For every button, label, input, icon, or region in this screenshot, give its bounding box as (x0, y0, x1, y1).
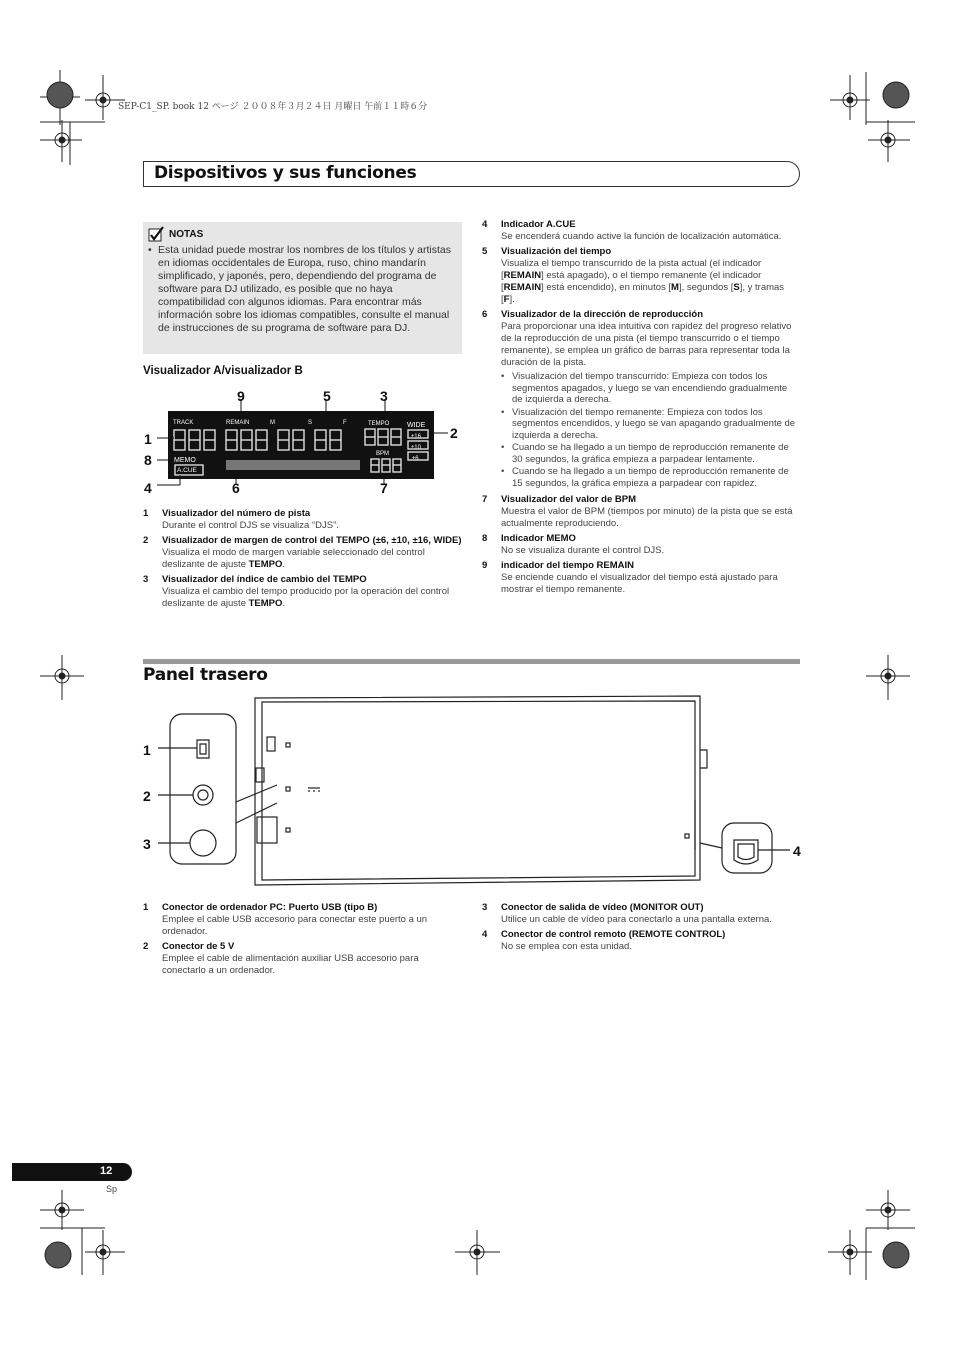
section-divider (143, 659, 800, 664)
item-1-body: Durante el control DJS se visualiza “DJS”. (162, 520, 339, 531)
rear-item-2-body: Emplee el cable de alimentación auxiliar USB accesorio para conectarlo a un ordenador. (162, 953, 419, 976)
lcd-r10-label: ±10 (411, 445, 421, 451)
lcd-wide-label: WIDE (407, 422, 426, 429)
book-info: SEP-C1_SP. book 12 ページ ２００８年３月２４日 月曜日 午前１１時６分 (118, 102, 428, 112)
rear-item-3-body: Utilice un cable de vídeo para conectarlo a una pantalla externa. (501, 914, 772, 925)
display-items-right (482, 219, 800, 599)
item-7-title: 7 Visualizador del valor de BPM (482, 494, 636, 505)
rear-callout-3: 3 (143, 836, 151, 852)
list-item: • Visualización del tiempo transcurrido: Empieza con todos los segmentos apagados, y luego se van encendiendo gradualmente de izquierda a derecha. (512, 371, 800, 406)
lcd-memo-label: MEMO (174, 457, 196, 464)
list-item: • Cuando se ha llegado a un tiempo de reproducción remanente de 30 segundos, la gráfica empieza a parpadear lentamente. (512, 442, 800, 465)
notes-bullet: • (148, 244, 152, 256)
callout-5: 5 (323, 388, 331, 404)
item-2-title: 2 Visualizador de margen de control del TEMPO (±6, ±10, ±16, WIDE) (143, 535, 462, 546)
lcd-r16-label: ±16 (411, 434, 421, 440)
item-8-body: No se visualiza durante el control DJS. (501, 545, 665, 556)
item-4-body: Se encenderá cuando active la función de localización automática. (501, 231, 782, 242)
notes-body: Esta unidad puede mostrar los nombres de los títulos y artistas en idiomas occidentales de Europa, ruso, chino mandarín simplificado, y japonés, pero, dependiendo del programa de software para DJ utilizado, es posible que no haya compatibilidad con algunos idiomas. Para encontrar más información sobre los idiomas compatibles, consulte el manual de instrucciones de su programa de software para DJ. (158, 244, 451, 334)
rear-panel-diagram (140, 690, 810, 890)
rear-item-4-title: 4 Conector de control remoto (REMOTE CONTROL) (482, 929, 726, 940)
rear-item-1-body: Emplee el cable USB accesorio para conectar este puerto a un ordenador. (162, 914, 428, 937)
lcd-display-diagram (140, 385, 470, 500)
item-6-title: 6 Visualizador de la dirección de reproducción (482, 309, 704, 320)
lcd-acue-label: A.CUE (177, 467, 197, 474)
rear-items-right (482, 902, 800, 956)
lcd-tempo-label: TEMPO (368, 421, 390, 427)
rear-callout-4: 4 (793, 843, 801, 859)
item-8-title: 8 Indicador MEMO (482, 533, 576, 544)
rear-callout-1: 1 (143, 742, 151, 758)
lcd-s-label: S (308, 420, 313, 426)
item-3-title: 3 Visualizador del índice de cambio del TEMPO (143, 574, 367, 585)
rear-item-4-body: No se emplea con esta unidad. (501, 941, 632, 952)
rear-items-left (143, 902, 463, 980)
list-item: • Cuando se ha llegado a un tiempo de reproducción remanente de 15 segundos, la gráfica empieza a parpadear con rapidez. (512, 466, 800, 489)
lcd-r6-label: ±6 (412, 456, 419, 462)
lcd-track-label: TRACK (173, 420, 194, 426)
callout-6: 6 (232, 480, 240, 496)
rear-item-2-title: 2 Conector de 5 V (143, 941, 235, 952)
item-6-body: Para proporcionar una idea intuitiva con rapidez del progreso relativo de la reproducción de una pista (el tiempo transcurrido o el tiempo remanente), se emplea un gráfico de barras para representar toda la duración de la pista. (501, 321, 792, 368)
callout-9: 9 (237, 388, 245, 404)
item-6-bullets (482, 371, 800, 489)
item-3-body: Visualiza el cambio del tempo producido por la operación del control deslizante de ajuste TEMPO. (162, 586, 450, 609)
lcd-f-label: F (343, 420, 347, 426)
item-5-body: Visualiza el tiempo transcurrido de la pista actual (el indicador [REMAIN] está apagado), o el tiempo remanente (el indicador [REMAIN] está encendido), en minutos [M], segundos [S], y tramas [F]. (501, 258, 785, 305)
callout-8: 8 (144, 452, 152, 468)
item-7-body: Muestra el valor de BPM (tiempos por minuto) de la pista que se está actualmente reproduciendo. (501, 506, 793, 529)
item-4-title: 4 Indicador A.CUE (482, 219, 576, 230)
item-1-title: 1 Visualizador del número de pista (143, 508, 311, 519)
rear-item-3-title: 3 Conector de salida de vídeo (MONITOR OUT) (482, 902, 704, 913)
page-number: 12 (100, 1165, 113, 1177)
rear-item-1-title: 1 Conector de ordenador PC: Puerto USB (tipo B) (143, 902, 378, 913)
lcd-progress-bar (226, 460, 360, 470)
rear-panel-title: Panel trasero (143, 665, 268, 685)
item-5-title: 5 Visualización del tiempo (482, 246, 612, 257)
notes-text (148, 244, 458, 335)
display-items-left (143, 508, 463, 613)
lcd-remain-label: REMAIN (226, 420, 250, 426)
item-9-body: Se enciende cuando el visualizador del tiempo está ajustado para mostrar el tiempo remanente. (501, 572, 778, 595)
display-subtitle: Visualizador A/visualizador B (143, 365, 303, 377)
list-item: • Visualización del tiempo remanente: Empieza con todos los segmentos encendidos, y luego se van apagando gradualmente de izquierda a derecha. (512, 407, 800, 442)
callout-7: 7 (380, 480, 388, 496)
notes-title: NOTAS (169, 229, 204, 240)
item-9-title: 9 indicador del tiempo REMAIN (482, 560, 635, 571)
lcd-bpm-label: BPM (376, 451, 390, 457)
page-language: Sp (106, 1184, 118, 1194)
callout-2: 2 (450, 425, 458, 441)
callout-4: 4 (144, 480, 152, 496)
callout-3: 3 (380, 388, 388, 404)
item-2-body: Visualiza el modo de margen variable seleccionado del control deslizante de ajuste TEMPO. (162, 547, 425, 570)
callout-1: 1 (144, 431, 152, 447)
section-title: Dispositivos y sus funciones (154, 163, 417, 183)
page-number-badge (12, 1163, 132, 1181)
checkmark-icon (148, 226, 164, 242)
rear-callout-2: 2 (143, 788, 151, 804)
lcd-m-label: M (270, 420, 275, 426)
